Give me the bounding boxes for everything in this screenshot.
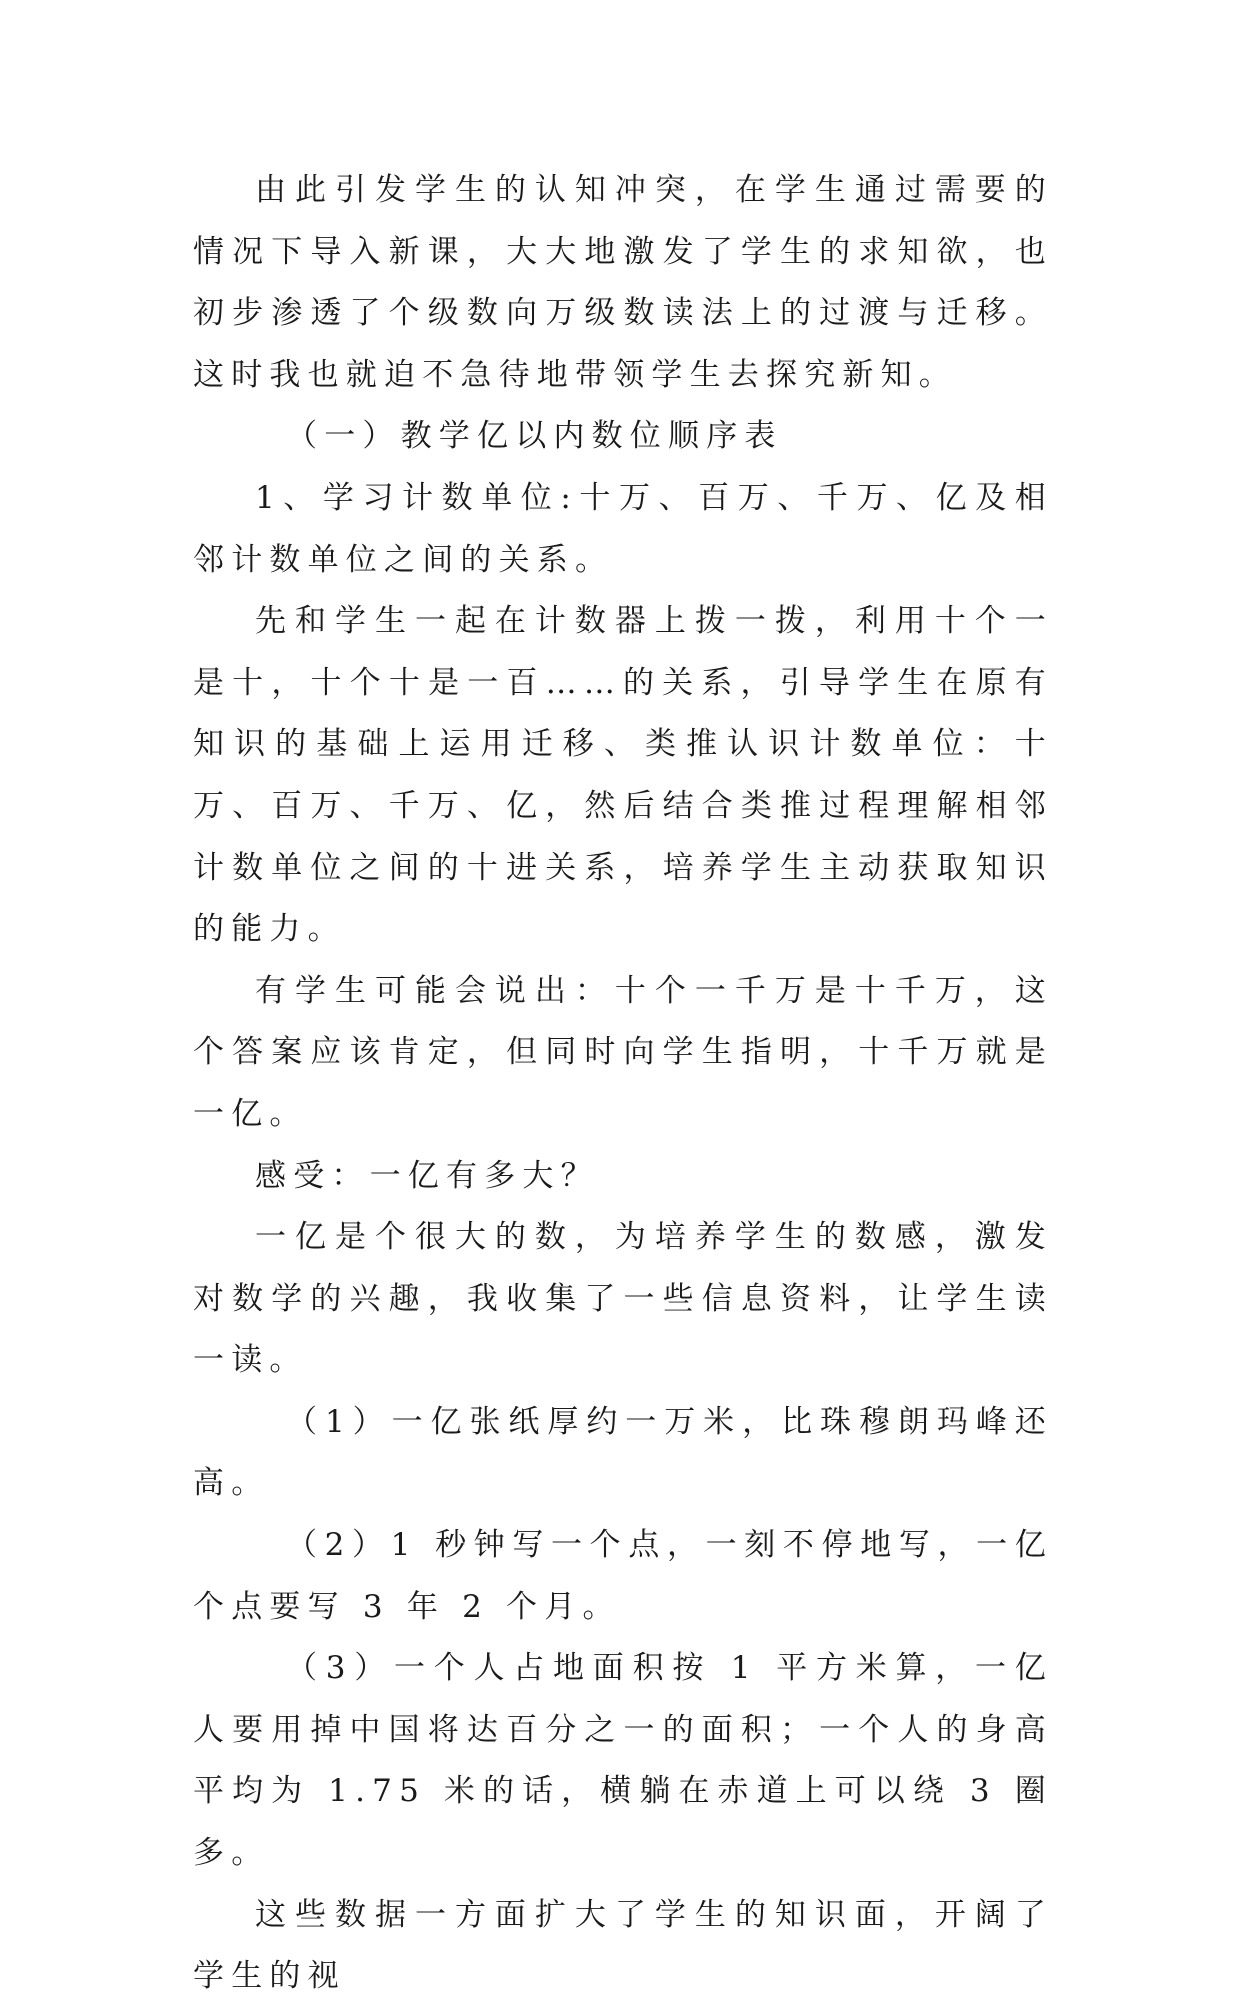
section-heading: （一）教学亿以内数位顺序表 [286,418,783,455]
paragraph-feel: 感受：一亿有多大？ [255,1157,599,1194]
list-item: （3）一个人占地面积按 1 平方米算，一亿人要用掉中国将达百分之一的面积；一个人的身高平均为 1.75 米的话，横躺在赤道上可以绕 3 圈多。 [193,1650,1053,1872]
paragraph-answer: 有学生可能会说出：十个一千万是十千万，这个答案应该肯定，但同时向学生指明，十千万就是一亿。 [193,972,1053,1132]
body-text [193,160,1053,2008]
list-item: （2）1 秒钟写一个点，一刻不停地写，一亿个点要写 3 年 2 个月。 [193,1527,1053,1625]
list-item: （1）一亿张纸厚约一万米，比珠穆朗玛峰还高。 [193,1403,1053,1502]
paragraph-closing: 这些数据一方面扩大了学生的知识面，开阔了学生的视 [193,1896,1053,1995]
paragraph-counter: 先和学生一起在计数器上拨一拨，利用十个一是十，十个十是一百……的关系，引导学生在原有知识的基础上运用迁移、类推认识计数单位：十万、百万、千万、亿，然后结合类推过程理解相邻计数单位之间的十进关系，培养学生主动获取知识的能力。 [193,603,1053,948]
paragraph-intro: 由此引发学生的认知冲突，在学生通过需要的情况下导入新课，大大地激发了学生的求知欲，也初步渗透了个级数向万级数读法上的过渡与迁移。这时我也就迫不急待地带领学生去探究新知。 [193,172,1053,393]
paragraph-big-number: 一亿是个很大的数，为培养学生的数感，激发对数学的兴趣，我收集了一些信息资料，让学生读一读。 [193,1219,1053,1379]
paragraph-step-1: 1、学习计数单位:十万、百万、千万、亿及相邻计数单位之间的关系。 [193,479,1053,578]
